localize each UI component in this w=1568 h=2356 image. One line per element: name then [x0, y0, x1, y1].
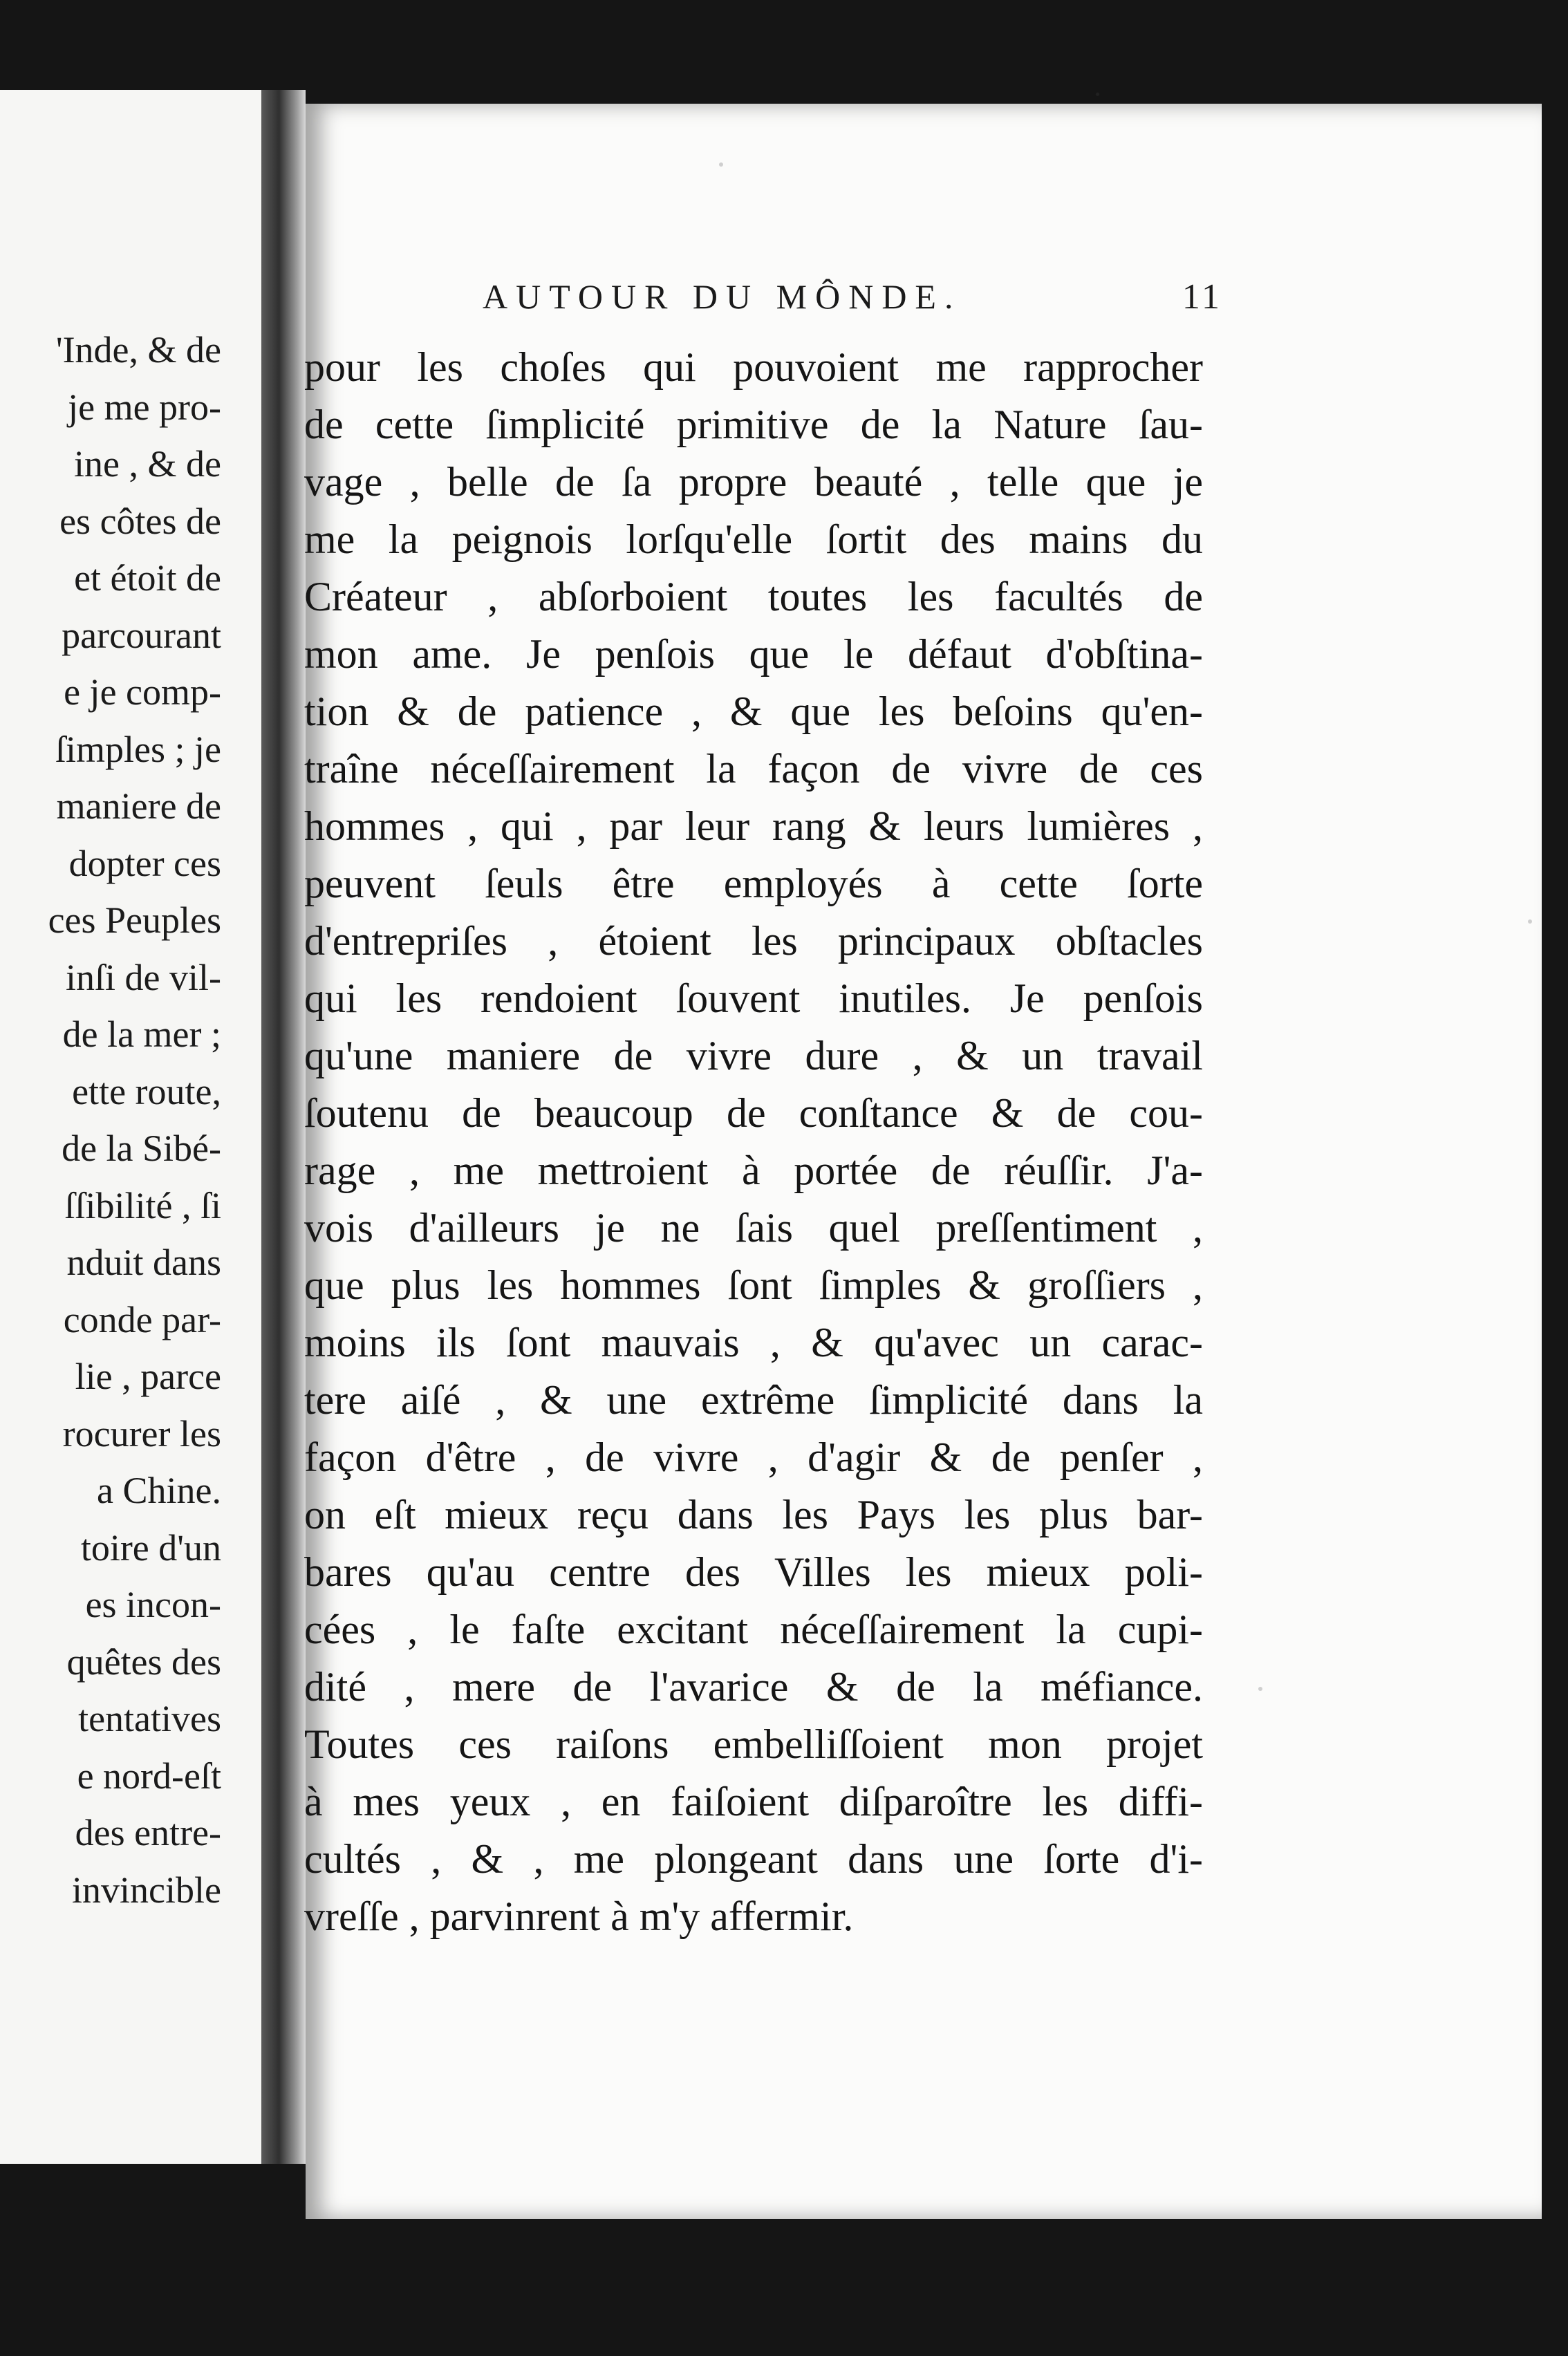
left-page-line: ine , & de: [74, 443, 221, 485]
body-line: me la peignois lorſqu'elle ſortit des mains du: [304, 516, 1203, 562]
speck: [719, 162, 723, 167]
body-line: on eſt mieux reçu dans les Pays les plus bar-: [304, 1492, 1203, 1537]
body-line: rage , me mettroient à portée de réuſſir. J'a-: [304, 1148, 1203, 1193]
page-header: [483, 277, 1236, 332]
speck: [1258, 1687, 1262, 1691]
left-page-line: de la Sibé-: [62, 1128, 221, 1169]
left-page-line: maniere de: [56, 785, 221, 827]
left-page-line: je me pro-: [68, 386, 221, 428]
body-line: pour les choſes qui pouvoient me rapprocher: [304, 344, 1203, 390]
body-line: façon d'être , de vivre , d'agir & de penſer ,: [304, 1434, 1203, 1480]
book-gutter: [261, 90, 306, 2164]
body-line: qui les rendoient ſouvent inutiles. Je penſois: [304, 975, 1203, 1021]
left-page-line: tentatives: [78, 1698, 221, 1739]
left-page-line: ſſibilité , ſi: [64, 1184, 221, 1226]
left-page-line: dopter ces: [68, 842, 221, 884]
left-page-line: 'Inde, & de: [55, 329, 221, 371]
speck: [1528, 919, 1532, 924]
running-head: AUTOUR DU MÔNDE.: [483, 277, 962, 316]
left-page-line: e nord-eſt: [77, 1755, 221, 1797]
body-line: hommes , qui , par leur rang & leurs lumières ,: [304, 803, 1203, 849]
body-line: d'entrepriſes , étoient les principaux obſtacles: [304, 918, 1203, 964]
left-page-line: quêtes des: [66, 1640, 221, 1683]
left-page-line: de la mer ;: [62, 1013, 221, 1055]
body-line: dité , mere de l'avarice & de la méfiance.: [304, 1664, 1203, 1710]
left-page-line: rocurer les: [62, 1412, 221, 1455]
left-page-line: es incon-: [85, 1584, 221, 1625]
body-line: vois d'ailleurs je ne ſais quel preſſentiment ,: [304, 1205, 1203, 1251]
body-line: à mes yeux , en faiſoient diſparoître les diffi-: [304, 1779, 1203, 1824]
left-page-line: toire d'un: [80, 1526, 221, 1569]
left-page-line: parcourant: [62, 614, 221, 656]
left-page-line: nduit dans: [66, 1242, 221, 1283]
left-page-line: ces Peuples: [48, 899, 221, 941]
body-line: Créateur , abſorboient toutes les facultés de: [304, 574, 1203, 619]
left-page-line: es côtes de: [59, 500, 221, 542]
body-line: Toutes ces raiſons embelliſſoient mon projet: [304, 1721, 1203, 1767]
body-line: tion & de patience , & que les beſoins qu'en-: [304, 689, 1203, 734]
body-line: que plus les hommes ſont ſimples & groſſiers ,: [304, 1262, 1203, 1308]
body-line: vreſſe , parvinrent à m'y affermir.: [304, 1894, 854, 1939]
body-line: moins ils ſont mauvais , & qu'avec un carac-: [304, 1320, 1203, 1365]
left-page-line: e je comp-: [64, 671, 221, 713]
body-line: peuvent ſeuls être employés à cette ſorte: [304, 861, 1203, 906]
left-page-line: des entre-: [75, 1812, 221, 1853]
left-page-line: et étoit de: [74, 557, 221, 599]
body-line: qu'une maniere de vivre dure , & un travail: [304, 1033, 1203, 1078]
left-page-line: ſimples ; je: [55, 728, 221, 770]
body-line: de cette ſimplicité primitive de la Nature ſau-: [304, 402, 1203, 447]
left-page-line: conde par-: [63, 1298, 221, 1340]
body-line: ſoutenu de beaucoup de conſtance & de cou-: [304, 1090, 1203, 1136]
body-text: [304, 339, 1203, 1945]
left-page-fragment: [0, 90, 261, 2164]
body-line: traîne néceſſairement la façon de vivre de ces: [304, 746, 1203, 792]
page-number: 11: [1182, 277, 1222, 317]
body-line: cées , le faſte excitant néceſſairement la cupi-: [304, 1607, 1203, 1652]
body-line: vage , belle de ſa propre beauté , telle que je: [304, 459, 1203, 505]
left-page-line: a Chine.: [97, 1470, 221, 1511]
body-line: mon ame. Je penſois que le défaut d'obſtina-: [304, 631, 1203, 677]
left-page-line: lie , parce: [75, 1356, 221, 1397]
left-page-line: ette route,: [72, 1070, 221, 1112]
body-line: bares qu'au centre des Villes les mieux poli-: [304, 1549, 1203, 1595]
left-page-line: invincible: [72, 1869, 221, 1911]
left-page-line: inſi de vil-: [66, 956, 221, 998]
body-line: tere aiſé , & une extrême ſimplicité dans la: [304, 1377, 1203, 1423]
body-line: cultés , & , me plongeant dans une ſorte d'i-: [304, 1836, 1203, 1882]
